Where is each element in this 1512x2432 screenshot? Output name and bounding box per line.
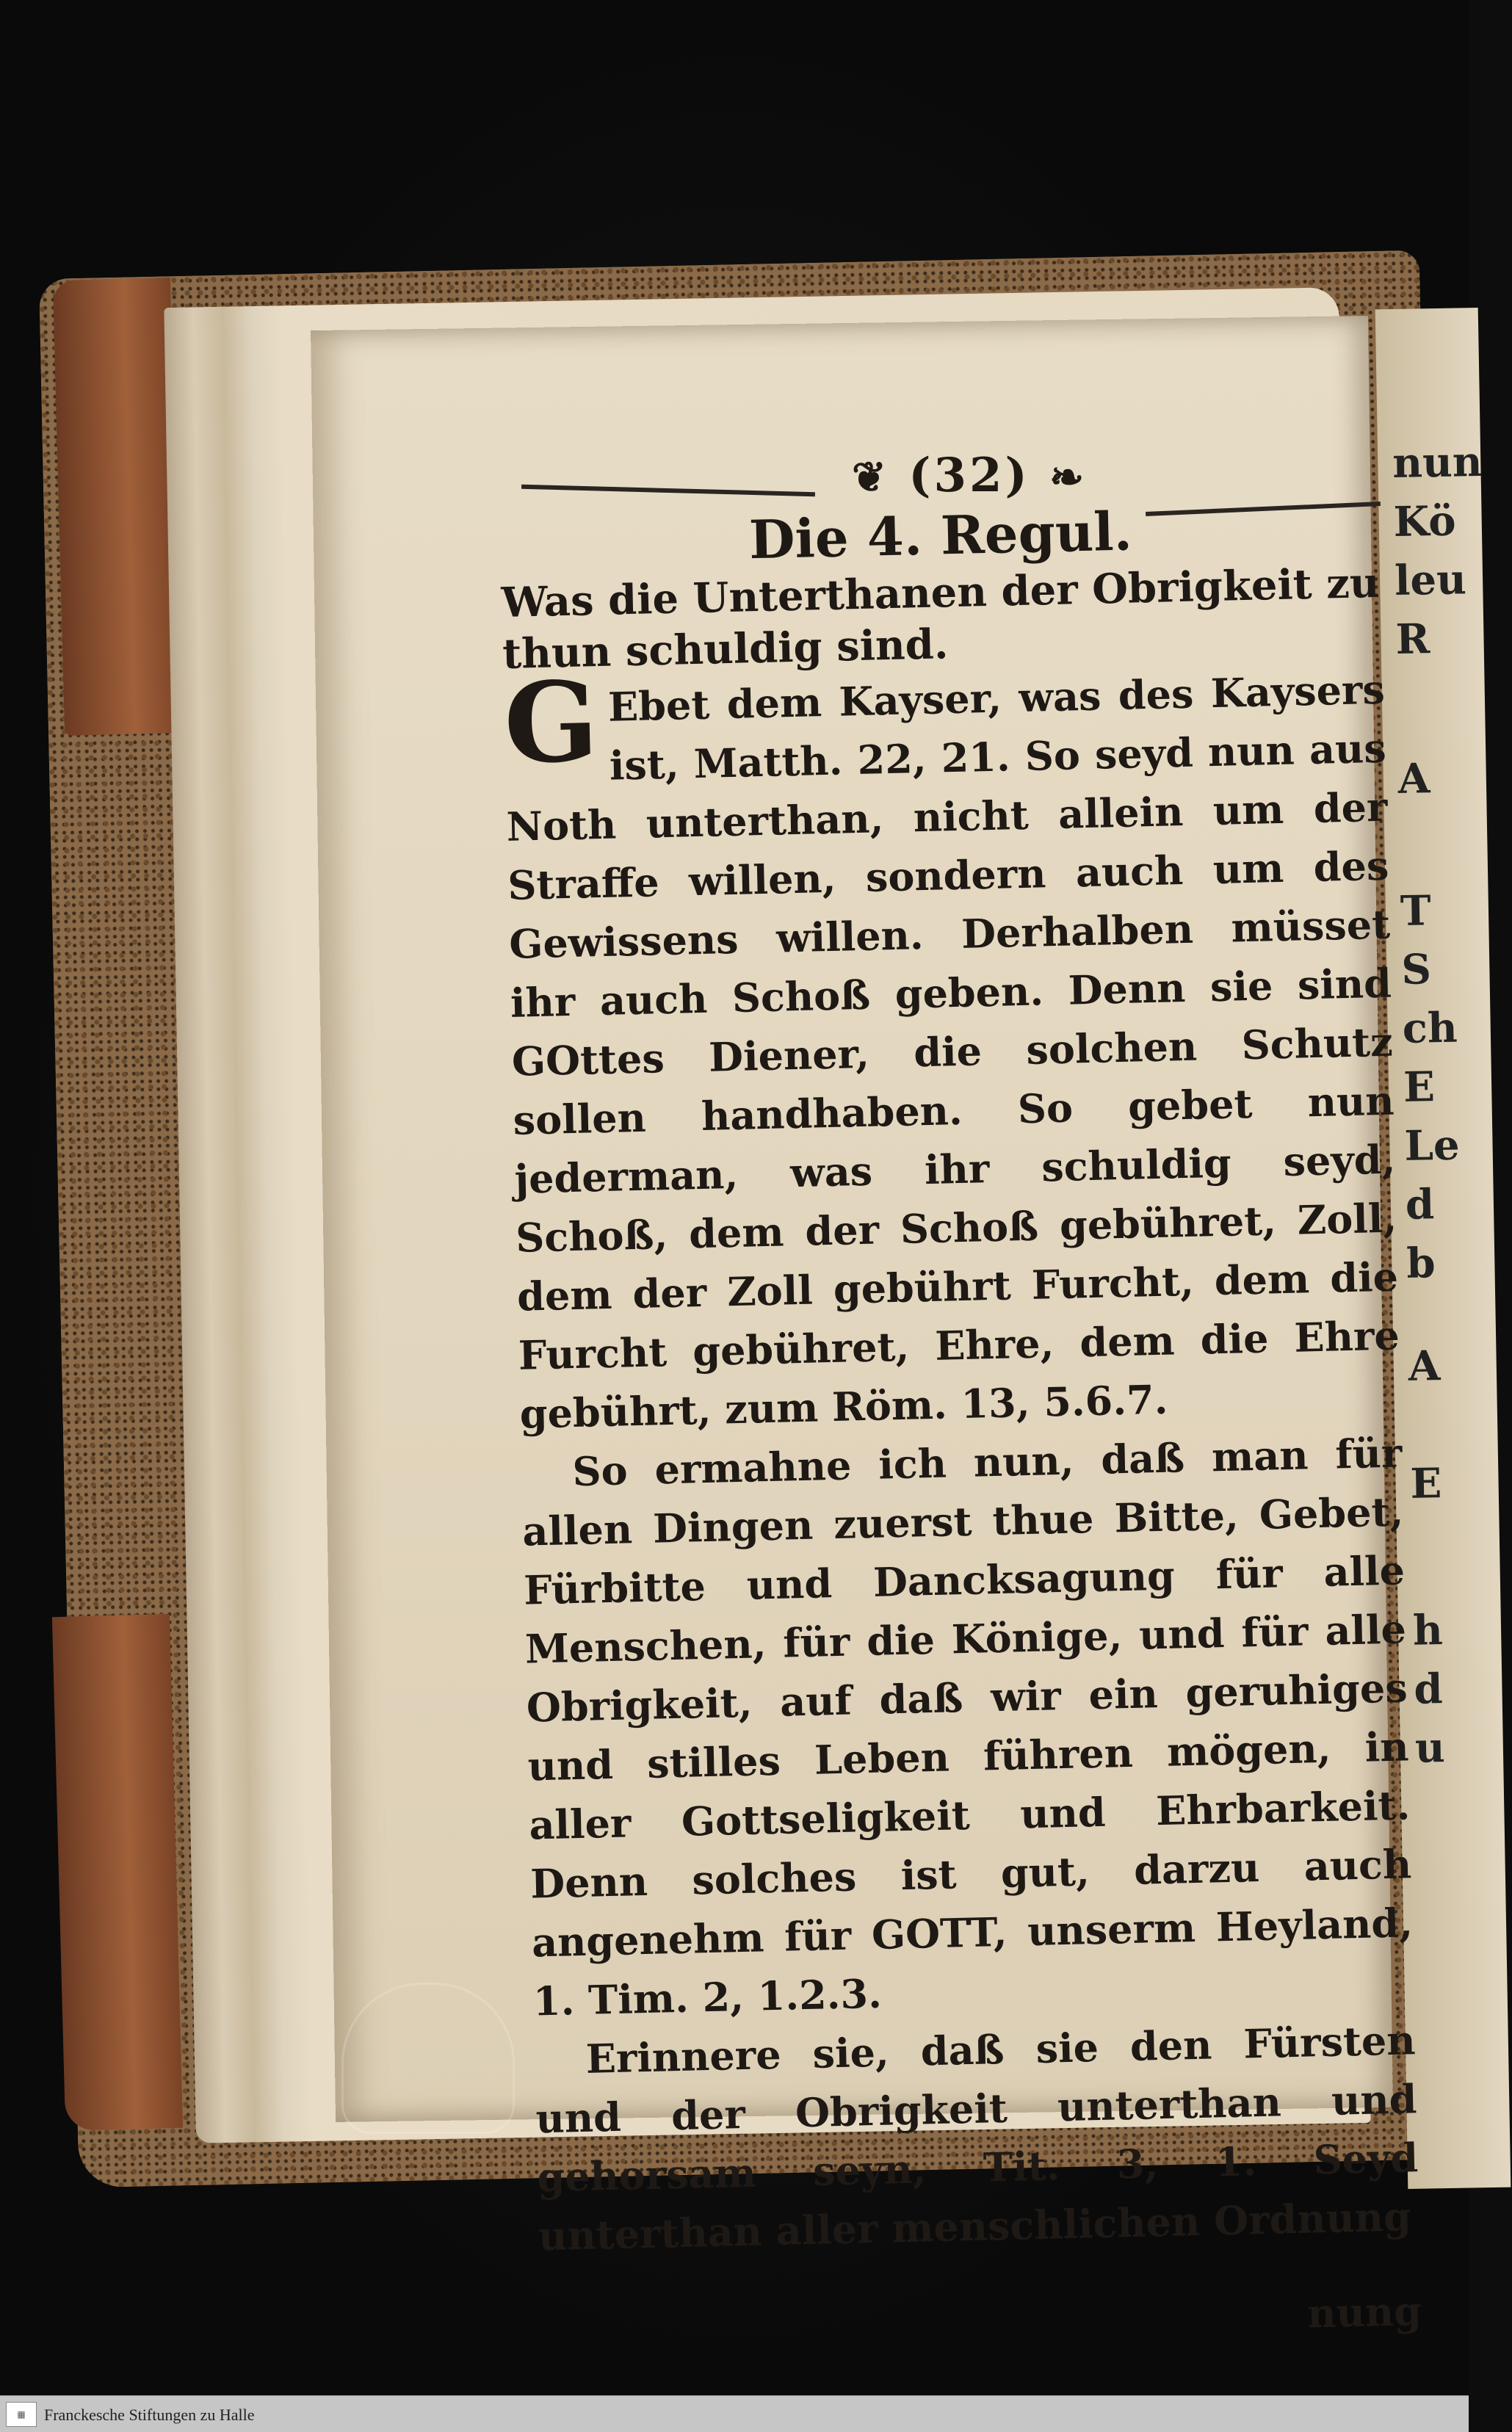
facing-text-6: T: [1400, 886, 1432, 935]
facing-text-10: Le: [1403, 1121, 1461, 1170]
left-ornament-icon: ❦: [851, 453, 889, 502]
facing-text-4: R: [1395, 615, 1430, 664]
facing-text-5: A: [1397, 754, 1430, 803]
page-number: (32): [908, 448, 1030, 503]
footer-bar: [0, 2395, 1469, 2432]
facing-text-2: Kö: [1393, 496, 1457, 547]
facing-text-8: ch: [1402, 1003, 1458, 1053]
facing-text-14: E: [1410, 1459, 1442, 1508]
institution-name: Franckesche Stiftungen zu Halle: [44, 2406, 255, 2424]
facing-text-11: d: [1405, 1180, 1435, 1229]
facing-text-3: leu: [1394, 555, 1467, 606]
rule-subheading: Was die Unterthanen der Obrigkeit zu thun schuldig sind.: [500, 558, 1381, 678]
paragraph-1-text: Ebet dem Kayser, was des Kaysers ist, Matth. 22, 21. So seyd nun aus Noth unterthan, nicht allein um der Straffe willen, sondern auch um des Gewissens willen. Derhalben müsset ihr auch Schoß geben. Denn sie sind GOttes Diener, die solchen Schutz sollen handhaben. So gebet nun jederman, was ihr schuldig seyd, Schoß, dem der Schoß gebühret, Zoll, dem der Zoll gebührt Furcht, dem die Furcht gebühret, Ehre, dem die Ehre gebührt, zum Röm. 13, 5.6.7.: [505, 665, 1400, 1438]
facing-text-13: A: [1408, 1342, 1441, 1391]
institution-logo-icon: ▦: [6, 2402, 37, 2427]
paragraph-1: [502, 657, 1401, 1444]
catchword: nung: [1306, 2287, 1422, 2337]
facing-text-12: b: [1406, 1239, 1436, 1288]
facing-text-16: d: [1413, 1665, 1444, 1714]
paragraph-3: Erinnere sie, daß sie den Fürsten und der Obrigkeit unterthan und gehorsam seyn, Tit. 3, 1. Seyd unterthan aller menschlichen Ordnung: [535, 2016, 1419, 2260]
leather-corner-top: [53, 278, 182, 736]
clear-glove-finger: [341, 1983, 515, 2134]
rule-heading: Die 4. Regul.: [748, 499, 1133, 571]
facing-text-1: nun: [1392, 437, 1483, 488]
facing-text-9: E: [1403, 1063, 1436, 1112]
facing-text-17: u: [1414, 1723, 1446, 1773]
facing-text-15: h: [1412, 1606, 1444, 1655]
page-header: [808, 448, 1131, 503]
page-text: [499, 494, 1423, 2397]
leather-corner-bottom: [52, 1614, 183, 2131]
drop-cap: G: [502, 657, 600, 789]
facing-text-7: S: [1400, 945, 1432, 994]
paragraph-2: So ermahne ich nun, daß man für allen Dingen zuerst thue Bitte, Gebet, Fürbitte und Dancksagung für alle Menschen, für die Könige, und für alle Obrigkeit, auf daß wir ein geruhiges und stilles Leben führen mögen, in aller Gottseligkeit und Ehrbarkeit. Denn solches ist gut, darzu auch angenehm für GOTT, unserm Heyland, 1. Tim. 2, 1.2.3.: [521, 1429, 1414, 2025]
right-ornament-icon: ❧: [1049, 453, 1088, 502]
